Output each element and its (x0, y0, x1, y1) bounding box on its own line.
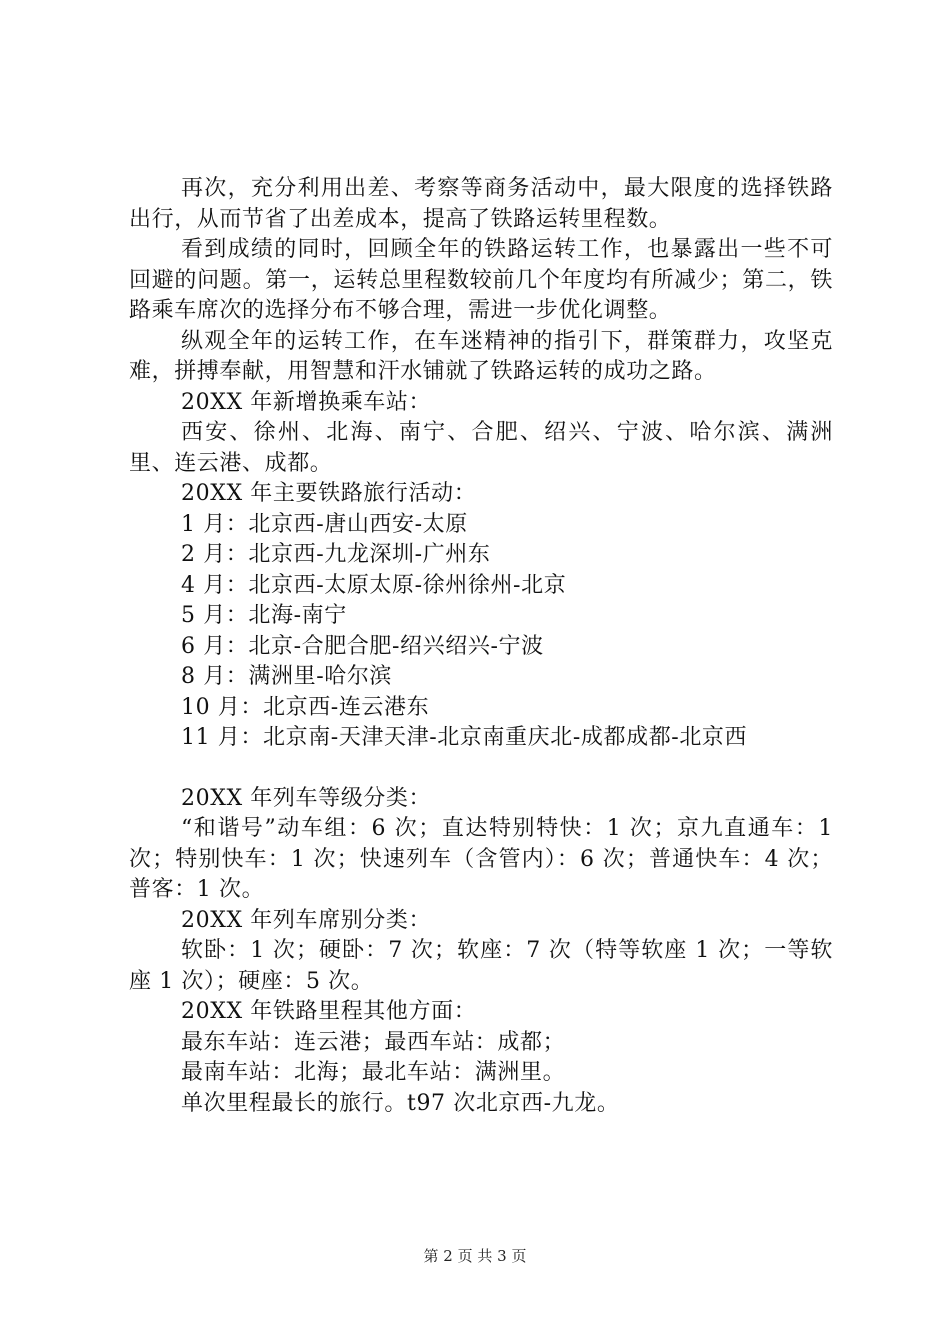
page-footer: 第 2 页 共 3 页 (423, 1247, 527, 1265)
paragraph-problems: 看到成绩的同时，回顾全年的铁路运转工作，也暴露出一些不可回避的问题。第一，运转总里程数较前几个年度均有所减少；第二，铁路乘车席次的选择分布不够合理，需进一步优化调整。 (129, 237, 833, 323)
activity-item: 10 月：北京西-连云港东 (181, 694, 430, 720)
other-item: 单次里程最长的旅行。t97 次北京西-九龙。 (181, 1090, 620, 1116)
activity-item: 4 月：北京西-太原太原-徐州徐州-北京 (181, 572, 567, 598)
activity-item: 5 月：北海-南宁 (181, 603, 347, 628)
seat-classes-text: 软卧：1 次；硬卧：7 次；软座：7 次（特等软座 1 次；一等软座 1 次）；硬座：5 次。 (129, 938, 833, 994)
activity-item: 11 月：北京南-天津天津-北京南重庆北-成都成都-北京西 (181, 725, 748, 750)
document-body (129, 174, 833, 1119)
activity-item: 8 月：满洲里-哈尔滨 (181, 664, 393, 689)
train-grades-text: “和谐号”动车组：6 次；直达特别特快：1 次；京九直通车：1 次；特别快车：1 次；快速列车（含管内）：6 次；普通快车：4 次；普客：1 次。 (129, 816, 833, 902)
other-heading: 20XX 年铁路里程其他方面： (181, 999, 477, 1024)
activity-item: 1 月：北京西-唐山西安-太原 (181, 511, 468, 537)
blank-line (129, 754, 833, 784)
activity-item: 6 月：北京-合肥合肥-绍兴绍兴-宁波 (181, 633, 544, 659)
other-item: 最南车站：北海；最北车站：满洲里。 (181, 1060, 566, 1085)
new-stations-list: 西安、徐州、北海、南宁、合肥、绍兴、宁波、哈尔滨、满洲里、连云港、成都。 (129, 420, 833, 476)
other-item: 最东车站：连云港；最西车站：成都； (181, 1029, 566, 1055)
activities-heading: 20XX 年主要铁路旅行活动： (181, 481, 477, 506)
paragraph-business-travel: 再次，充分利用出差、考察等商务活动中，最大限度的选择铁路出行，从而节省了出差成本，提高了铁路运转里程数。 (129, 176, 833, 232)
seat-classes-heading: 20XX 年列车席别分类： (181, 907, 432, 933)
train-grades-heading: 20XX 年列车等级分类： (181, 785, 432, 811)
new-stations-heading: 20XX 年新增换乘车站： (181, 389, 432, 415)
activity-item: 2 月：北京西-九龙深圳-广州东 (181, 542, 491, 567)
paragraph-summary: 纵观全年的运转工作，在车迷精神的指引下，群策群力，攻坚克难，拼搏奉献，用智慧和汗水铺就了铁路运转的成功之路。 (129, 328, 833, 384)
